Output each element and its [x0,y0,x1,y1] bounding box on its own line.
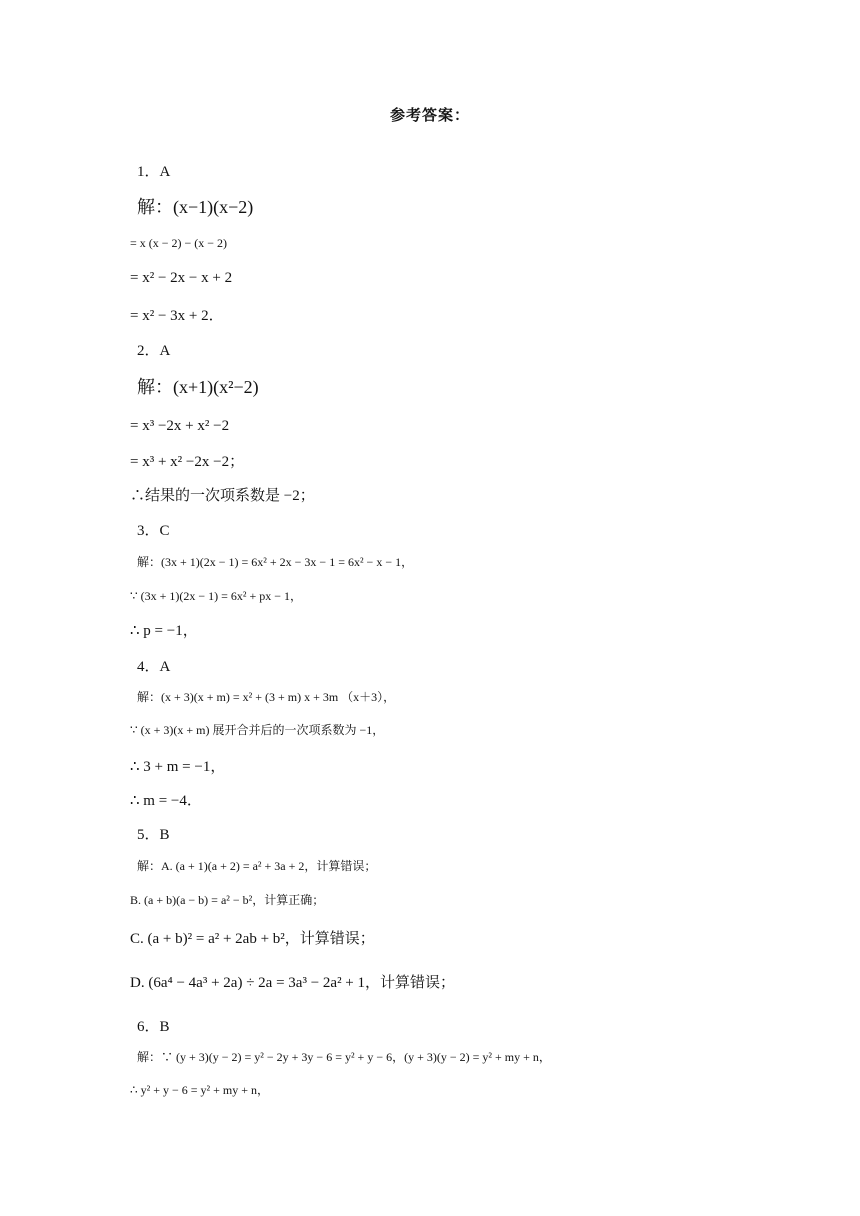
answer-5-choice: 5．B [137,827,170,843]
answer-1-choice: 1．A [137,164,171,180]
answer-5-line-3: C. (a + b)² = a² + 2ab + b²，计算错误； [130,931,375,947]
answer-4-line-3: ∴ 3 + m = −1， [130,759,226,775]
answer-2-line-2: = x³ −2x + x² −2 [130,418,230,434]
answer-6-line-1: 解：∵ (y + 3)(y − 2) = y² − 2y + 3y − 6 = y² + y − 6，(y + 3)(y − 2) = y² + my + n， [137,1050,551,1064]
answer-6-line-2: ∴ y² + y − 6 = y² + my + n， [130,1083,270,1097]
answer-3-line-3: ∴ p = −1， [130,623,198,639]
answer-5-line-4: D. (6a⁴ − 4a³ + 2a) ÷ 2a = 3a³ − 2a² + 1，计算错误； [130,975,456,991]
answer-3-line-1: 解：(3x + 1)(2x − 1) = 6x² + 2x − 3x − 1 = 6x² − x − 1， [137,555,414,569]
answer-2-line-4: ∴结果的一次项系数是 −2； [130,488,315,504]
answer-2-line-1: 解：(x+1)(x²−2) [137,377,259,397]
answer-1-line-2: = x (x − 2) − (x − 2) [130,236,228,250]
answer-5-line-1: 解：A. (a + 1)(a + 2) = a² + 3a + 2，计算错误； [137,859,377,873]
answer-4-choice: 4．A [137,659,171,675]
answer-3-choice: 3．C [137,523,170,539]
answer-2-choice: 2．A [137,343,171,359]
answer-1-line-4: = x² − 3x + 2． [130,308,224,324]
answer-5-line-2: B. (a + b)(a − b) = a² − b²，计算正确； [130,893,325,907]
answer-3-line-2: ∵ (3x + 1)(2x − 1) = 6x² + px − 1， [130,589,303,603]
answer-1-line-3: = x² − 2x − x + 2 [130,270,233,286]
answer-4-line-4: ∴ m = −4． [130,793,202,809]
answer-title: 参考答案： [389,106,470,124]
answer-6-choice: 6．B [137,1019,170,1035]
answer-2-line-3: = x³ + x² −2x −2； [130,454,245,470]
answer-4-line-1: 解：(x + 3)(x + m) = x² + (3 + m) x + 3m （x＋3）， [137,690,396,704]
answer-4-line-2: ∵ (x + 3)(x + m) 展开合并后的一次项系数为 −1， [130,723,385,737]
answer-1-line-1: 解：(x−1)(x−2) [137,197,254,217]
